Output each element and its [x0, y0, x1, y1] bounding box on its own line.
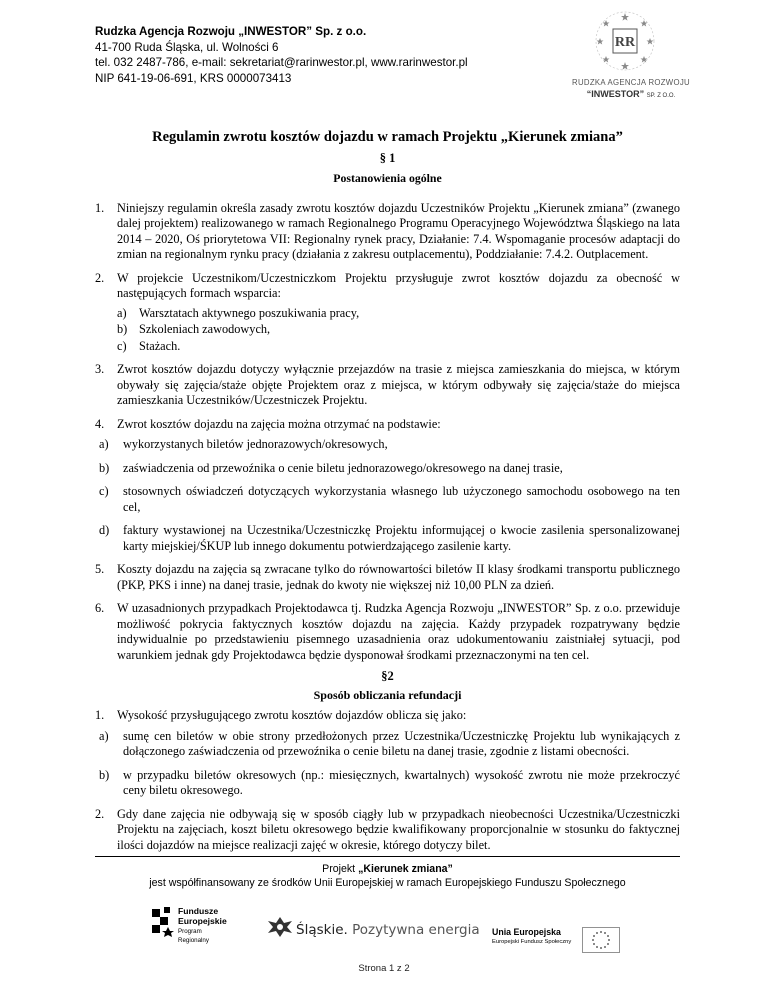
section2-item-2 — [95, 807, 680, 854]
list-item — [117, 339, 680, 355]
section2-subheading: Sposób obliczania refundacji — [313, 687, 462, 702]
item-number: 2. — [95, 806, 105, 821]
list-text: Szkoleniach zawodowych, — [139, 322, 271, 336]
regulation-document — [95, 123, 680, 861]
item-text: Wysokość przysługującego zwrotu kosztów dojazdów oblicza się jako: — [117, 708, 467, 722]
list-letter: b) — [117, 322, 128, 336]
section1-item-5 — [95, 562, 680, 593]
section1-item-6 — [95, 601, 680, 663]
item-number: 3. — [95, 362, 105, 376]
section2-item-1 — [95, 708, 680, 724]
item-text: Gdy dane zajęcia nie odbywają się w sposób ciągły lub w przypadkach nieobecności Uczestnika/Uczestniczki Projektu na zajęciach, koszt biletu okresowego będzie kwalifikowany proporcjonalnie w stosunku do faktycznej ilości dojazdów na miejsce realizacji zajęć w okresie, którego dotyczy bilet. — [117, 806, 680, 852]
fe-line2: Europejskie — [178, 915, 227, 926]
agency-logo-line2 — [566, 89, 696, 99]
slaskie-name: Śląskie. — [296, 922, 348, 938]
basis-item-c — [99, 484, 680, 515]
item-text: Niniejszy regulamin określa zasady zwrotu kosztów dojazdu Uczestników Projektu „Kierunek zmiana” (zwanego dalej projektem) realizowanego w ramach Regionalnego Programu Operacyjnego Województwa Śląskiego na lata 2014 – 2020, Oś priorytetowa VII: Regionalny rynek pracy, Działanie: 7.4. Wspomaganie procesów adaptacji do zmian na regionalnym rynku pracy (działania z zakresu outplacementu), Poddziałanie: 7.4.2. Outplacement. — [117, 200, 680, 261]
fundusze-europejskie-logo — [150, 905, 227, 945]
item-text: Zwrot kosztów dojazdu dotyczy wyłącznie przejazdów na trasie z miejsca zamieszkania do miejsca, w którym obywały się zajęcia/staże objęte Projektem oraz z miejsca, w którym odbywały się zajęcia/staże do miejsca zamieszkania Uczestników/Uczestniczek Projektu. — [117, 362, 680, 407]
fundusze-europejskie-icon — [150, 905, 176, 939]
refund-item-a — [99, 729, 680, 760]
list-letter: c) — [99, 484, 109, 498]
fundusze-europejskie-text — [178, 907, 227, 946]
item-text: Koszty dojazdu na zajęcia są zwracane tylko do równowartości biletów II klasy środkami transportu publicznego (PKP, PKS i inne) na danej trasie, jednak do kwoty nie większej niż 10,00 PLN za dzień. — [117, 562, 680, 592]
item-number: 6. — [95, 601, 105, 615]
svg-text:RR: RR — [614, 35, 636, 50]
agency-logo — [566, 8, 696, 108]
list-text: w przypadku biletów okresowych (np.: miesięcznych, kwartalnych) wysokość zwrotu nie może przekroczyć ceny biletu okresowego. — [123, 767, 680, 797]
list-letter: a) — [99, 437, 109, 451]
basis-item-b — [99, 461, 680, 477]
agency-logo-line1: RUDZKA AGENCJA ROZWOJU — [572, 78, 690, 87]
section1-subheading: Postanowienia ogólne — [333, 171, 442, 185]
item-number: 4. — [95, 416, 105, 431]
support-forms-list — [117, 306, 680, 355]
fe-line1: Fundusze — [178, 906, 219, 916]
section1-item-3 — [95, 362, 680, 409]
list-text: sumę cen biletów w obie strony przedłożonych przez Uczestnika/Uczestniczkę Projektu lub wynikających z dołączonego zaświadczenia od przewoźnika o cenie biletu na danej trasie, zgodnie z listami obecności. — [123, 728, 680, 758]
list-letter: d) — [99, 523, 110, 537]
slaskie-slogan: Pozytywna energia — [352, 922, 480, 938]
item-number: 1. — [95, 708, 105, 722]
eu-line1: Unia Europejska — [492, 927, 561, 937]
list-text: faktury wystawionej na Uczestnika/Uczestniczkę Projektu informującej o kwocie zasilenia spersonalizowanej karty miejskiej/ŚKUP lub innego dokumentu potwierdzającego zasilenie karty. — [123, 523, 680, 553]
company-registry: NIP 641-19-06-691, KRS 0000073413 — [95, 71, 292, 85]
list-text: wykorzystanych biletów jednorazowych/okresowych, — [123, 437, 388, 451]
list-item — [117, 306, 680, 322]
item-text: Zwrot kosztów dojazdu na zajęcia można otrzymać na podstawie: — [117, 416, 441, 431]
list-item — [117, 322, 680, 338]
section1-item-1 — [95, 201, 680, 263]
slaskie-logo-text — [296, 922, 480, 938]
agency-logo-suffix: SP. Z O.O. — [646, 93, 676, 99]
list-text: stosownych oświadczeń dotyczących wykorzystania własnego lub użyczonego samochodu osobowego na ten cel, — [123, 484, 680, 514]
slaskie-eagle-logo — [266, 915, 294, 939]
footer-project-prefix: Projekt — [322, 863, 356, 875]
footer-cofinancing: jest współfinansowany ze środków Unii Europejskiej w ramach Europejskiego Funduszu Społecznego — [149, 877, 626, 889]
funding-logos — [150, 905, 620, 950]
list-letter: a) — [99, 728, 109, 743]
section1-item-2 — [95, 271, 680, 355]
company-contact: tel. 032 2487-786, e-mail: sekretariat@rarinwestor.pl, www.rarinwestor.pl — [95, 56, 468, 69]
refund-item-b — [99, 768, 680, 799]
section2-heading: §2 — [381, 669, 394, 683]
eu-line2: Europejski Fundusz Społeczny — [492, 939, 572, 945]
footer-project-name: „Kierunek zmiana” — [358, 863, 453, 875]
footer-divider — [95, 856, 680, 857]
basis-item-d — [99, 523, 680, 554]
page-number: Strona 1 z 2 — [358, 963, 410, 974]
item-number: 5. — [95, 562, 105, 576]
list-text: Warsztatach aktywnego poszukiwania pracy, — [139, 305, 360, 320]
fe-line3: Program Regionalny — [178, 927, 209, 945]
list-letter: a) — [117, 305, 127, 320]
footer-project-line — [95, 862, 680, 876]
eu-logo-text — [492, 927, 571, 945]
company-name: Rudzka Agencja Rozwoju „INWESTOR” Sp. z o.o. — [95, 25, 367, 38]
item-text: W uzasadnionych przypadkach Projektodawca tj. Rudzka Agencja Rozwoju „INWESTOR” Sp. z o.o. przewiduje możliwość pokrycia faktycznych kosztów dojazdu na zajęcia. Każdy przypadek rozpatrywany będzie indywidualnie po przedstawieniu pisemnego uzasadnienia oraz udokumentowaniu zaistniałej sytuacji, pod warunkiem jednak gdy Projektodawca będzie dysponował środkami przeznaczonymi na ten cel. — [117, 601, 680, 662]
eu-flag-icon — [582, 927, 620, 953]
section1-heading: § 1 — [379, 150, 396, 165]
agency-seal-logo — [594, 10, 656, 72]
item-number: 1. — [95, 200, 105, 215]
item-number: 2. — [95, 270, 105, 285]
list-letter: c) — [117, 338, 127, 353]
list-letter: b) — [99, 767, 110, 782]
section1-item-4 — [95, 417, 680, 433]
list-text: zaświadczenia od przewoźnika o cenie biletu jednorazowego/okresowego na danej trasie, — [123, 460, 563, 475]
footer-project-info — [95, 862, 680, 890]
item-text: W projekcie Uczestnikom/Uczestniczkom Projektu przysługuje zwrot kosztów dojazdu za obecność w następujących formach wsparcia: — [117, 270, 680, 300]
basis-item-a — [99, 437, 680, 453]
agency-logo-text — [566, 78, 696, 99]
list-letter: b) — [99, 460, 110, 475]
document-title: Regulamin zwrotu kosztów dojazdu w ramach Projektu „Kierunek zmiana” — [152, 129, 623, 145]
list-text: Stażach. — [139, 338, 181, 353]
agency-logo-name: “INWESTOR” — [586, 89, 645, 99]
company-address: 41-700 Ruda Śląska, ul. Wolności 6 — [95, 40, 279, 54]
